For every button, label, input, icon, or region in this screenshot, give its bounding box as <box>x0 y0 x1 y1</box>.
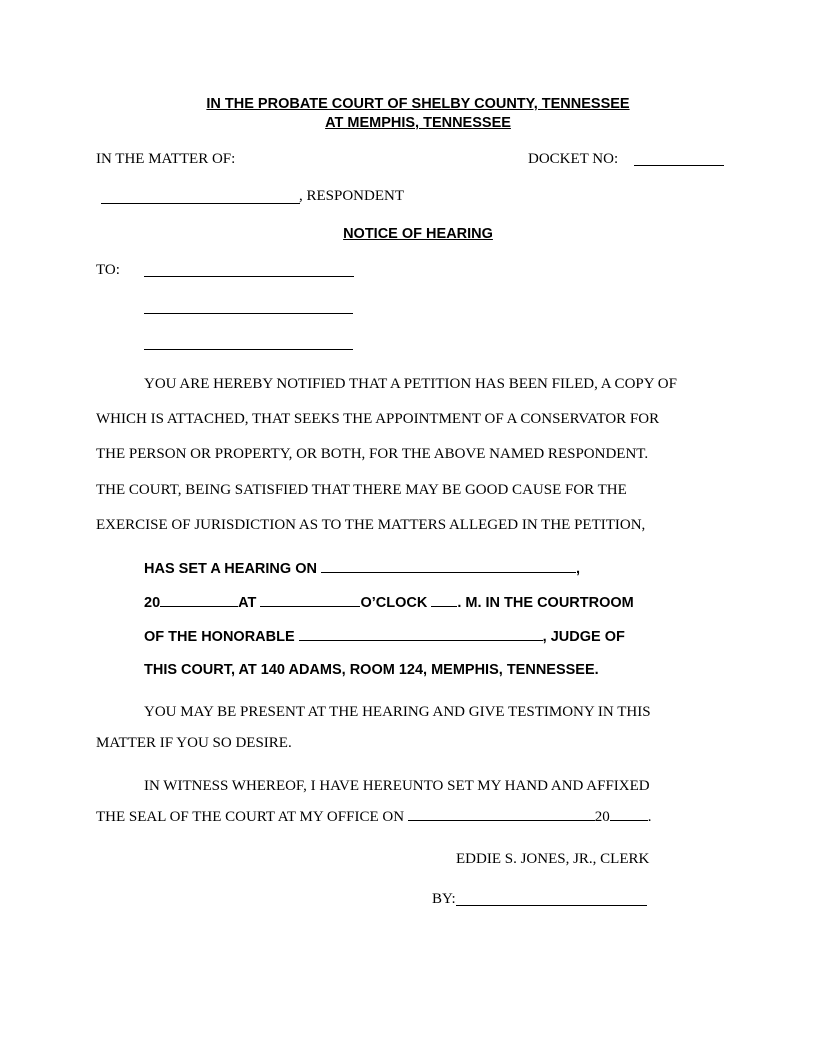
witness-year-field[interactable] <box>610 808 648 821</box>
signature-field[interactable] <box>456 905 647 906</box>
docket-label: DOCKET NO: <box>528 151 619 167</box>
hearing-line-2 <box>144 594 634 611</box>
hearing-date-field[interactable] <box>321 560 576 573</box>
witness-line-2 <box>96 808 652 826</box>
to-recipient-field-3[interactable] <box>144 349 353 350</box>
docket-number-field[interactable] <box>634 165 724 166</box>
respondent-name-field[interactable] <box>101 203 300 204</box>
hearing-am-pm-field[interactable] <box>431 594 457 607</box>
respondent-label: , RESPONDENT <box>299 188 405 204</box>
by-label: BY: <box>432 891 456 907</box>
body-line-5: EXERCISE OF JURISDICTION AS TO THE MATTERS ALLEGED IN THE PETITION, <box>96 517 646 533</box>
court-heading-line-1: IN THE PROBATE COURT OF SHELBY COUNTY, TENNESSEE <box>206 96 630 112</box>
hearing-line-1 <box>144 560 580 577</box>
to-recipient-field-1[interactable] <box>144 276 354 277</box>
hearing-courtroom-label: . M. IN THE COURTROOM <box>457 595 634 611</box>
hearing-at-label: AT <box>238 595 257 611</box>
seal-label: THE SEAL OF THE COURT AT MY OFFICE ON <box>96 809 405 825</box>
notice-title: NOTICE OF HEARING <box>343 226 493 242</box>
court-heading-line-2: AT MEMPHIS, TENNESSEE <box>325 115 511 131</box>
hearing-line-4: THIS COURT, AT 140 ADAMS, ROOM 124, MEMPHIS, TENNESSEE. <box>144 662 599 678</box>
presence-line-2: MATTER IF YOU SO DESIRE. <box>96 735 292 751</box>
hearing-oclock-label: O’CLOCK <box>360 595 428 611</box>
hearing-time-field[interactable] <box>260 594 360 607</box>
body-line-1: YOU ARE HEREBY NOTIFIED THAT A PETITION HAS BEEN FILED, A COPY OF <box>144 376 677 392</box>
witness-year-prefix: 20 <box>594 809 610 825</box>
honorable-label: OF THE HONORABLE <box>144 629 295 645</box>
presence-line-1: YOU MAY BE PRESENT AT THE HEARING AND GIVE TESTIMONY IN THIS <box>144 704 651 720</box>
hearing-year-field[interactable] <box>160 594 238 607</box>
body-line-2: WHICH IS ATTACHED, THAT SEEKS THE APPOINTMENT OF A CONSERVATOR FOR <box>96 411 660 427</box>
judge-name-field[interactable] <box>299 628 543 641</box>
judge-of-label: , JUDGE OF <box>542 629 625 645</box>
body-line-3: THE PERSON OR PROPERTY, OR BOTH, FOR THE ABOVE NAMED RESPONDENT. <box>96 446 649 462</box>
to-label: TO: <box>96 262 120 278</box>
matter-label: IN THE MATTER OF: <box>96 151 236 167</box>
hearing-year-prefix: 20 <box>144 595 161 611</box>
witness-date-field[interactable] <box>408 808 595 821</box>
hearing-on-label: HAS SET A HEARING ON <box>144 561 317 577</box>
body-line-4: THE COURT, BEING SATISFIED THAT THERE MAY BE GOOD CAUSE FOR THE <box>96 482 627 498</box>
hearing-comma: , <box>575 561 581 577</box>
to-recipient-field-2[interactable] <box>144 313 353 314</box>
clerk-name: EDDIE S. JONES, JR., CLERK <box>456 851 650 867</box>
witness-line-1: IN WITNESS WHEREOF, I HAVE HEREUNTO SET MY HAND AND AFFIXED <box>144 778 650 794</box>
witness-period: . <box>647 809 652 825</box>
hearing-line-3 <box>144 628 625 645</box>
